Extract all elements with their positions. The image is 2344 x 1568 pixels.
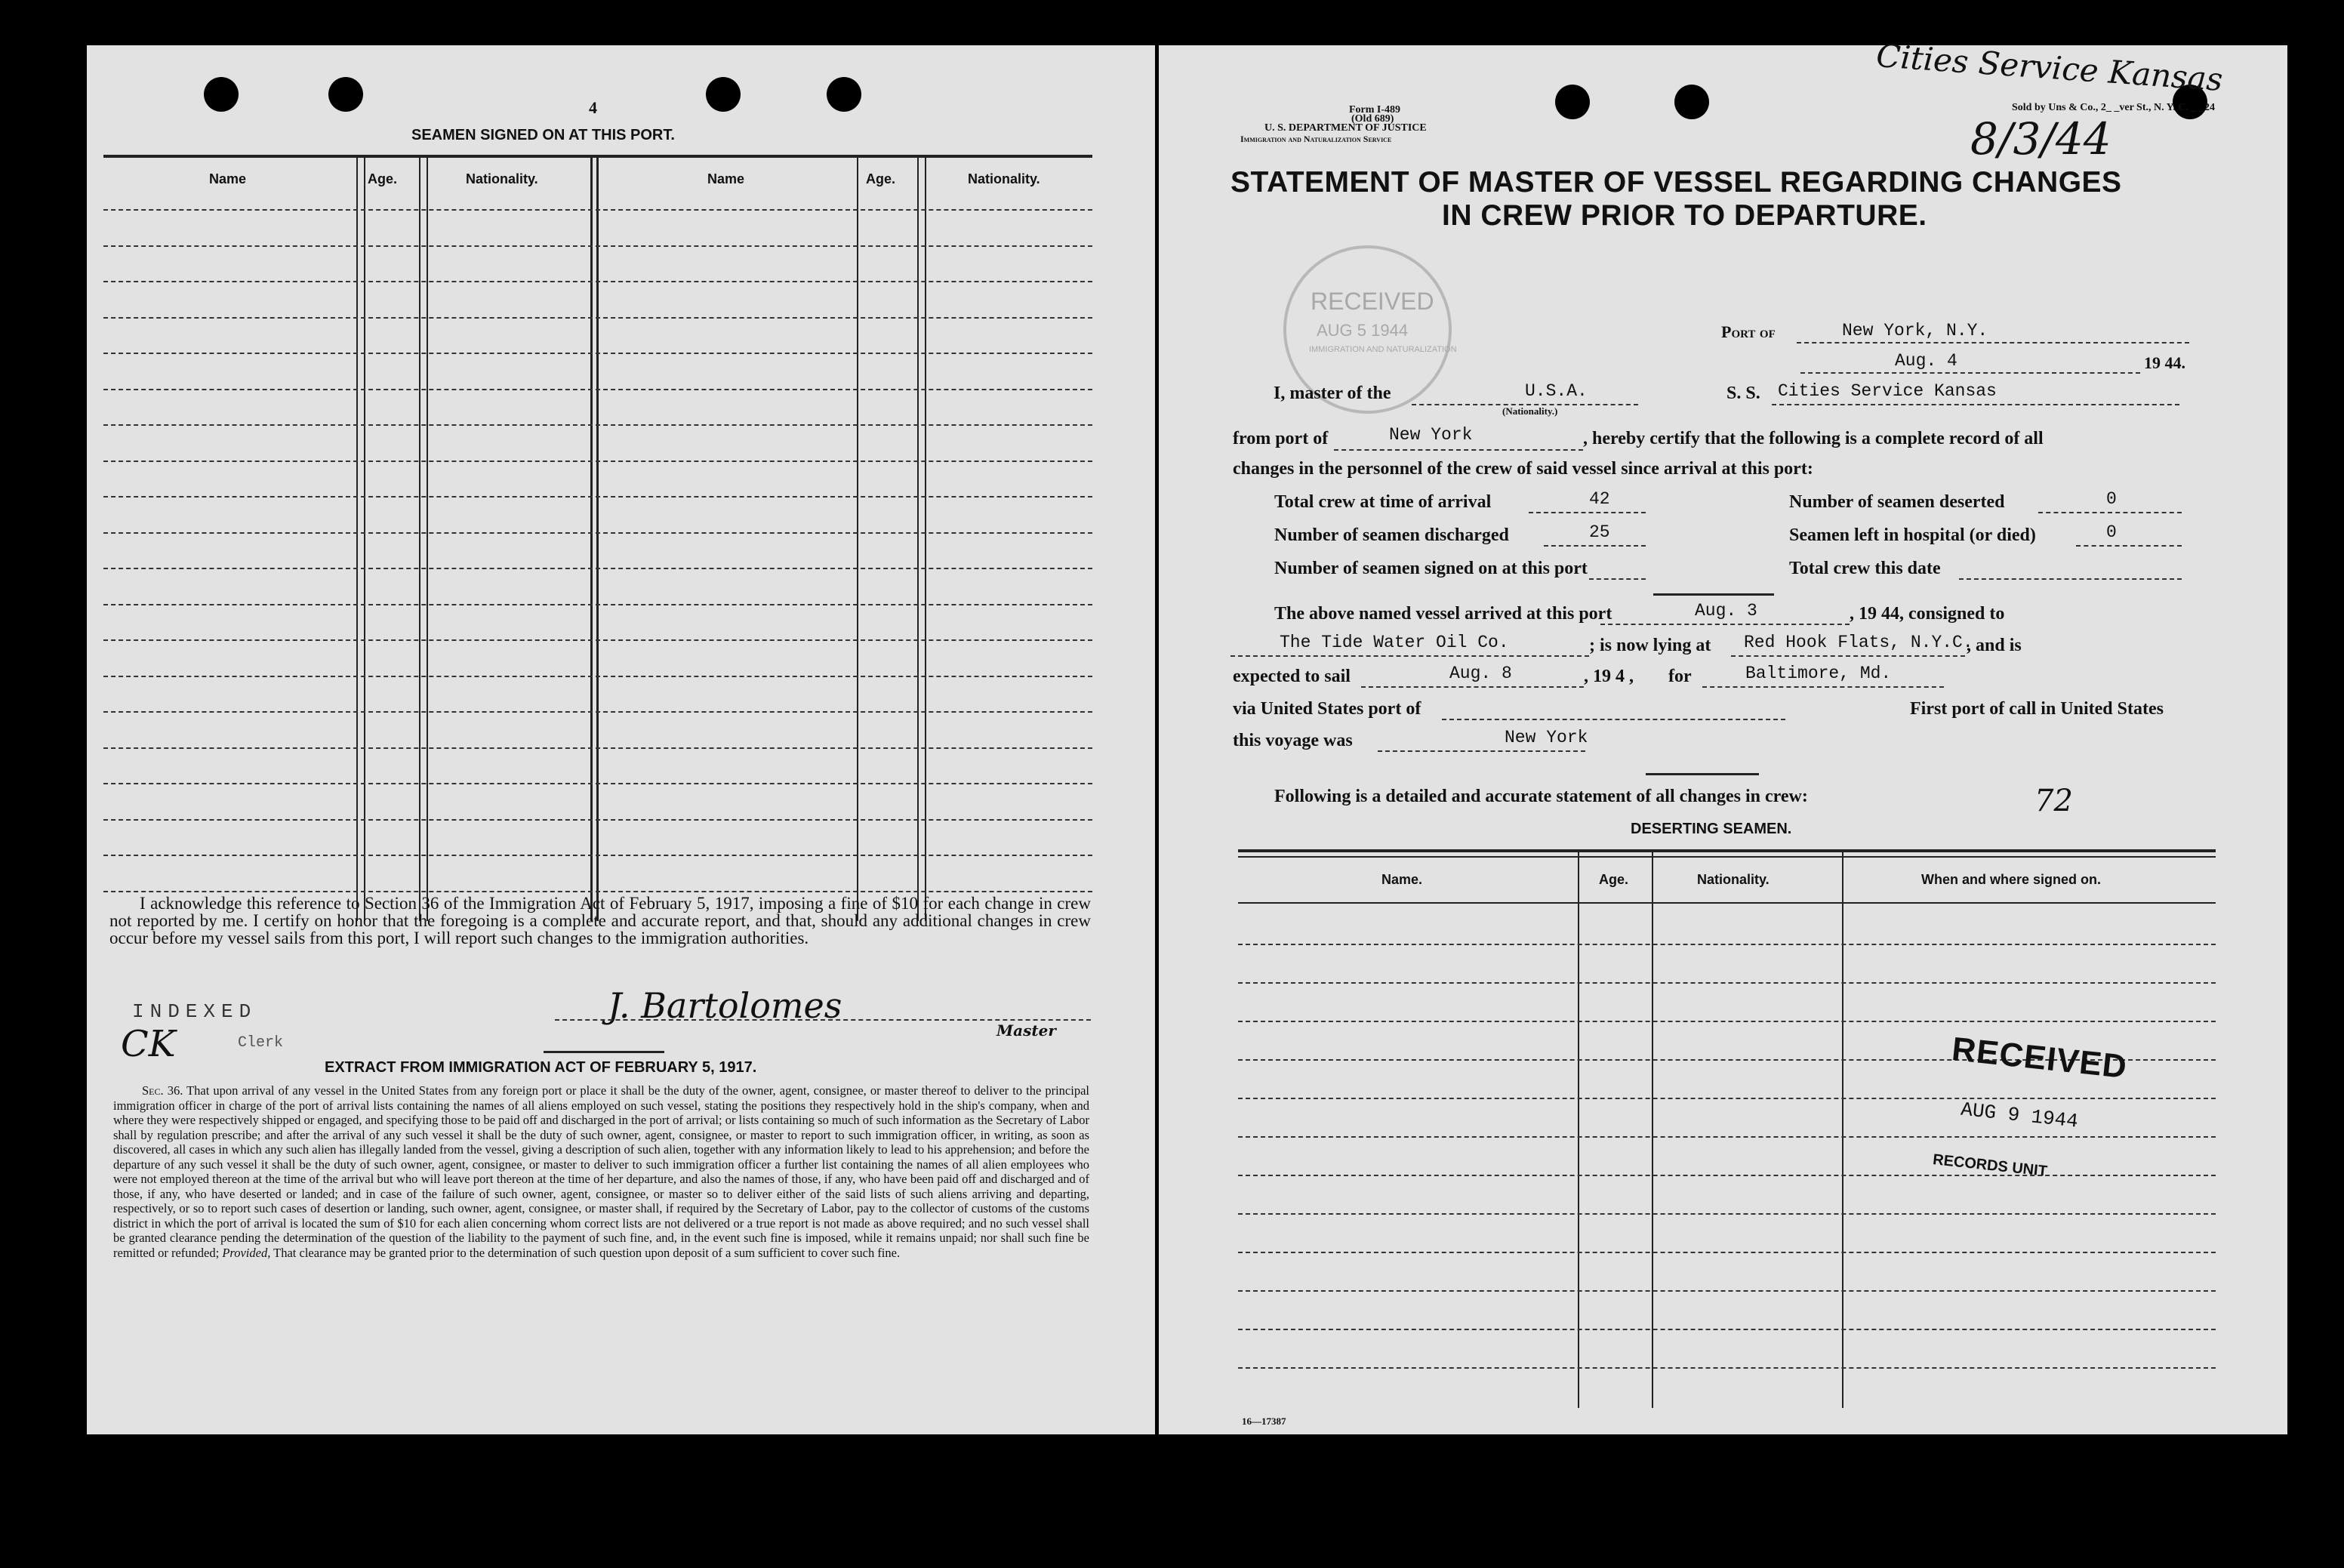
table-row [103, 639, 1092, 641]
following-text: Following is a detailed and accurate statement of all changes in crew: [1274, 787, 1808, 806]
year-value: 19 44. [2144, 353, 2185, 372]
expected-value: Aug. 8 [1449, 664, 1512, 683]
consignee-value: The Tide Water Oil Co. [1280, 633, 1509, 652]
column-header: Age. [1599, 872, 1629, 887]
section-body: That upon arrival of any vessel in the United States from any foreign port or place it shall be the duty of the owner, agent, consignee, or master thereof to deliver to the principal immigration officer in charge of the port of arrival lists containing the names of all aliens employed on such vessel, stating the positions they respectively hold in the ship's company, when and where they were respectively shipped or engaged, and specifying those to be paid off and discharged in the port of arrival; or lists containing so much of such information as the Secretary of Labor shall by regulation prescribe; and after the arrival of any such vessel it shall be the duty of such owner, agent, consignee, or master to report to such immigration officer, in writing, as soon as discovered, all cases in which any such alien has illegally landed from the vessel, giving a description of such alien, together with any information likely to lead to his apprehension; and before the departure of any such vessel it shall be the duty of such owner, agent, consignee, or master to deliver to such immigration officer a further list containing the names of all alien employees who were not employed thereon at the time of the arrival but who will leave port thereon at the time of her departure, and also the names of those, if any, who have been paid off and discharged and of those, if any, who have deserted or landed; and in case of the failure of such owner, agent, consignee, or master so to deliver either of the said lists of such aliens arriving and departing, respectively, or so to report such cases of desertion or landing, such owner, agent, consignee, or master shall, if required by the Secretary of Labor, pay to the collector of customs of the customs district in which the port of arrival is located the sum of $10 for each alien concerning whom correct lists are not delivered or a true report is not made as above required; and no such vessel shall be granted clearance pending the determination of the question of the liability to the payment of such fine, and, in the event such fine is imposed, while it remains unpaid; nor shall such fine be remitted or refunded; [113, 1083, 1089, 1260]
indexed-stamp: INDEXED [132, 1000, 257, 1023]
form-number: Form I-489 [1349, 104, 1401, 116]
table-row [1238, 944, 2216, 945]
left-page [87, 45, 1155, 1434]
discharged-label: Number of seamen discharged [1274, 525, 1509, 545]
printer-imprint: Sold by Uns & Co., 2_ _ver St., N. Y. C. _ _24 [2012, 102, 2216, 113]
table-row [103, 281, 1092, 282]
table-row [103, 747, 1092, 749]
deserted-label: Number of seamen deserted [1789, 492, 2005, 512]
column-header: Nationality. [466, 171, 538, 186]
signed-on-table [103, 155, 1092, 925]
deserting-title: DESERTING SEAMEN. [1631, 821, 1792, 837]
column-header: When and where signed on. [1921, 872, 2102, 887]
stamp-line: RECEIVED [1311, 288, 1434, 315]
table-row [103, 245, 1092, 247]
hospital-value: 0 [2106, 522, 2117, 542]
table-row [103, 711, 1092, 713]
signed-on-label: Number of seamen signed on at this port [1274, 559, 1588, 578]
clerk-initials: CK [121, 1023, 176, 1065]
deserted-value: 0 [2106, 489, 2117, 509]
stamp-line: RECEIVED [1950, 1030, 2130, 1086]
section-label: Sec. 36. [142, 1083, 183, 1098]
table-title: SEAMEN SIGNED ON AT THIS PORT. [411, 127, 675, 143]
acknowledgment-text: I acknowledge this reference to Section 36 of the Immigration Act of February 5, 1917, imposing a fine of $10 for each change in crew not reported by me. I certify on honor that the foregoing is a complete and accurate report, and that, should any additional changes in crew occur before my vessel sails from this port, I will report such changes to the immigration authorities. [109, 894, 1091, 947]
table-row [103, 317, 1092, 319]
table-row [1238, 1329, 2216, 1330]
stamp-line: RECORDS UNIT [1932, 1151, 2048, 1180]
lying-label: ; is now lying at [1589, 636, 1711, 655]
total-crew-arrival-value: 42 [1589, 489, 1610, 509]
total-crew-arrival-label: Total crew at time of arrival [1274, 492, 1492, 512]
table-row [103, 461, 1092, 462]
stamp-line: AUG 5 1944 [1317, 321, 1409, 340]
lying-value: Red Hook Flats, N.Y.C. [1744, 633, 1973, 652]
handwritten-vessel-name: Cities Service Kansas [1874, 37, 2225, 98]
section-proviso-text: That clearance may be granted prior to the determination of such question upon deposit of a sum sufficient to cover such fine. [273, 1245, 901, 1260]
for-label: for [1668, 667, 1692, 686]
table-row [103, 568, 1092, 569]
for-value: Baltimore, Md. [1745, 664, 1892, 683]
punch-hole [706, 77, 741, 112]
master-of-label: I, master of the [1274, 384, 1391, 403]
certify-text: , hereby certify that the following is a complete record of all [1583, 429, 2044, 448]
this-voyage-value: New York [1505, 728, 1588, 747]
form-title-line2: IN CREW PRIOR TO DEPARTURE. [1442, 199, 1927, 232]
punch-hole [1674, 85, 1709, 119]
table-row [103, 855, 1092, 856]
total-crew-date-label: Total crew this date [1789, 559, 1941, 578]
via-label: via United States port of [1233, 699, 1421, 719]
vessel-value: Cities Service Kansas [1778, 381, 1997, 401]
changes-text: changes in the personnel of the crew of said vessel since arrival at this port: [1233, 459, 1813, 479]
column-header: Name [209, 171, 247, 186]
footer-code: 16—17387 [1242, 1416, 1286, 1427]
master-label: Master [996, 1021, 1056, 1040]
form-old: (Old 689) [1351, 113, 1394, 125]
table-row [103, 532, 1092, 534]
table-row [103, 496, 1092, 498]
column-header: Age. [866, 171, 896, 186]
column-header: Name. [1381, 872, 1423, 887]
table-row [103, 891, 1092, 892]
department: U. S. DEPARTMENT OF JUSTICE [1264, 122, 1427, 134]
table-row [1238, 1252, 2216, 1253]
port-value: New York, N.Y. [1842, 321, 1988, 340]
column-header: Nationality. [968, 171, 1040, 186]
from-port-label: from port of [1233, 429, 1329, 448]
table-row [1238, 1021, 2216, 1022]
table-row [103, 353, 1092, 354]
table-row [1238, 1367, 2216, 1369]
ss-label: S. S. [1726, 384, 1760, 403]
table-row [103, 389, 1092, 390]
received-records-stamp [1932, 1030, 2179, 1234]
column-header: Age. [368, 171, 398, 186]
expected-label: expected to sail [1233, 667, 1351, 686]
and-is: , and is [1967, 636, 2022, 655]
punch-hole [1555, 85, 1590, 119]
table-row [103, 424, 1092, 426]
date-value: Aug. 4 [1895, 351, 1957, 371]
arrived-label: The above named vessel arrived at this port [1274, 604, 1612, 624]
punch-hole [827, 77, 861, 112]
table-row [103, 604, 1092, 605]
table-row [103, 783, 1092, 784]
service: Immigration and Naturalization Service [1240, 134, 1392, 144]
stamp-line: IMMIGRATION AND NATURALIZATION [1309, 345, 1457, 354]
this-voyage-label: this voyage was [1233, 731, 1353, 750]
punch-hole [204, 77, 239, 112]
nationality-value: U.S.A. [1525, 381, 1588, 401]
section-36-text [113, 1083, 1089, 1260]
punch-hole [328, 77, 363, 112]
expected-year: , 19 4 , [1584, 667, 1634, 686]
from-port-value: New York [1389, 425, 1473, 445]
table-row [103, 676, 1092, 677]
arrived-value: Aug. 3 [1695, 601, 1757, 621]
table-row [103, 209, 1092, 211]
table-row [103, 819, 1092, 821]
port-label: Port of [1721, 322, 1776, 341]
column-header: Nationality. [1697, 872, 1770, 887]
master-signature: J. Bartolomes [608, 985, 842, 1026]
table-row [1238, 1290, 2216, 1292]
arrived-year: , 19 44, consigned to [1850, 604, 2005, 624]
form-title-line1: STATEMENT OF MASTER OF VESSEL REGARDING CHANGES [1231, 166, 2122, 199]
column-header: Name [707, 171, 745, 186]
extract-title: EXTRACT FROM IMMIGRATION ACT OF FEBRUARY 5, 1917. [325, 1059, 757, 1076]
clerk-label: Clerk [238, 1034, 284, 1052]
hospital-label: Seamen left in hospital (or died) [1789, 525, 2036, 545]
nationality-caption: (Nationality.) [1502, 405, 1558, 417]
handwritten-number: 72 [2034, 784, 2073, 818]
page-number: 4 [589, 98, 597, 117]
first-port-label: First port of call in United States [1910, 699, 2164, 719]
table-row [1238, 982, 2216, 984]
right-page [1159, 37, 2287, 1434]
section-proviso-label: Provided, [222, 1245, 271, 1260]
stamp-line: AUG 9 1944 [1959, 1098, 2080, 1133]
handwritten-date: 8/3/44 [1970, 113, 2111, 165]
discharged-value: 25 [1589, 522, 1610, 542]
